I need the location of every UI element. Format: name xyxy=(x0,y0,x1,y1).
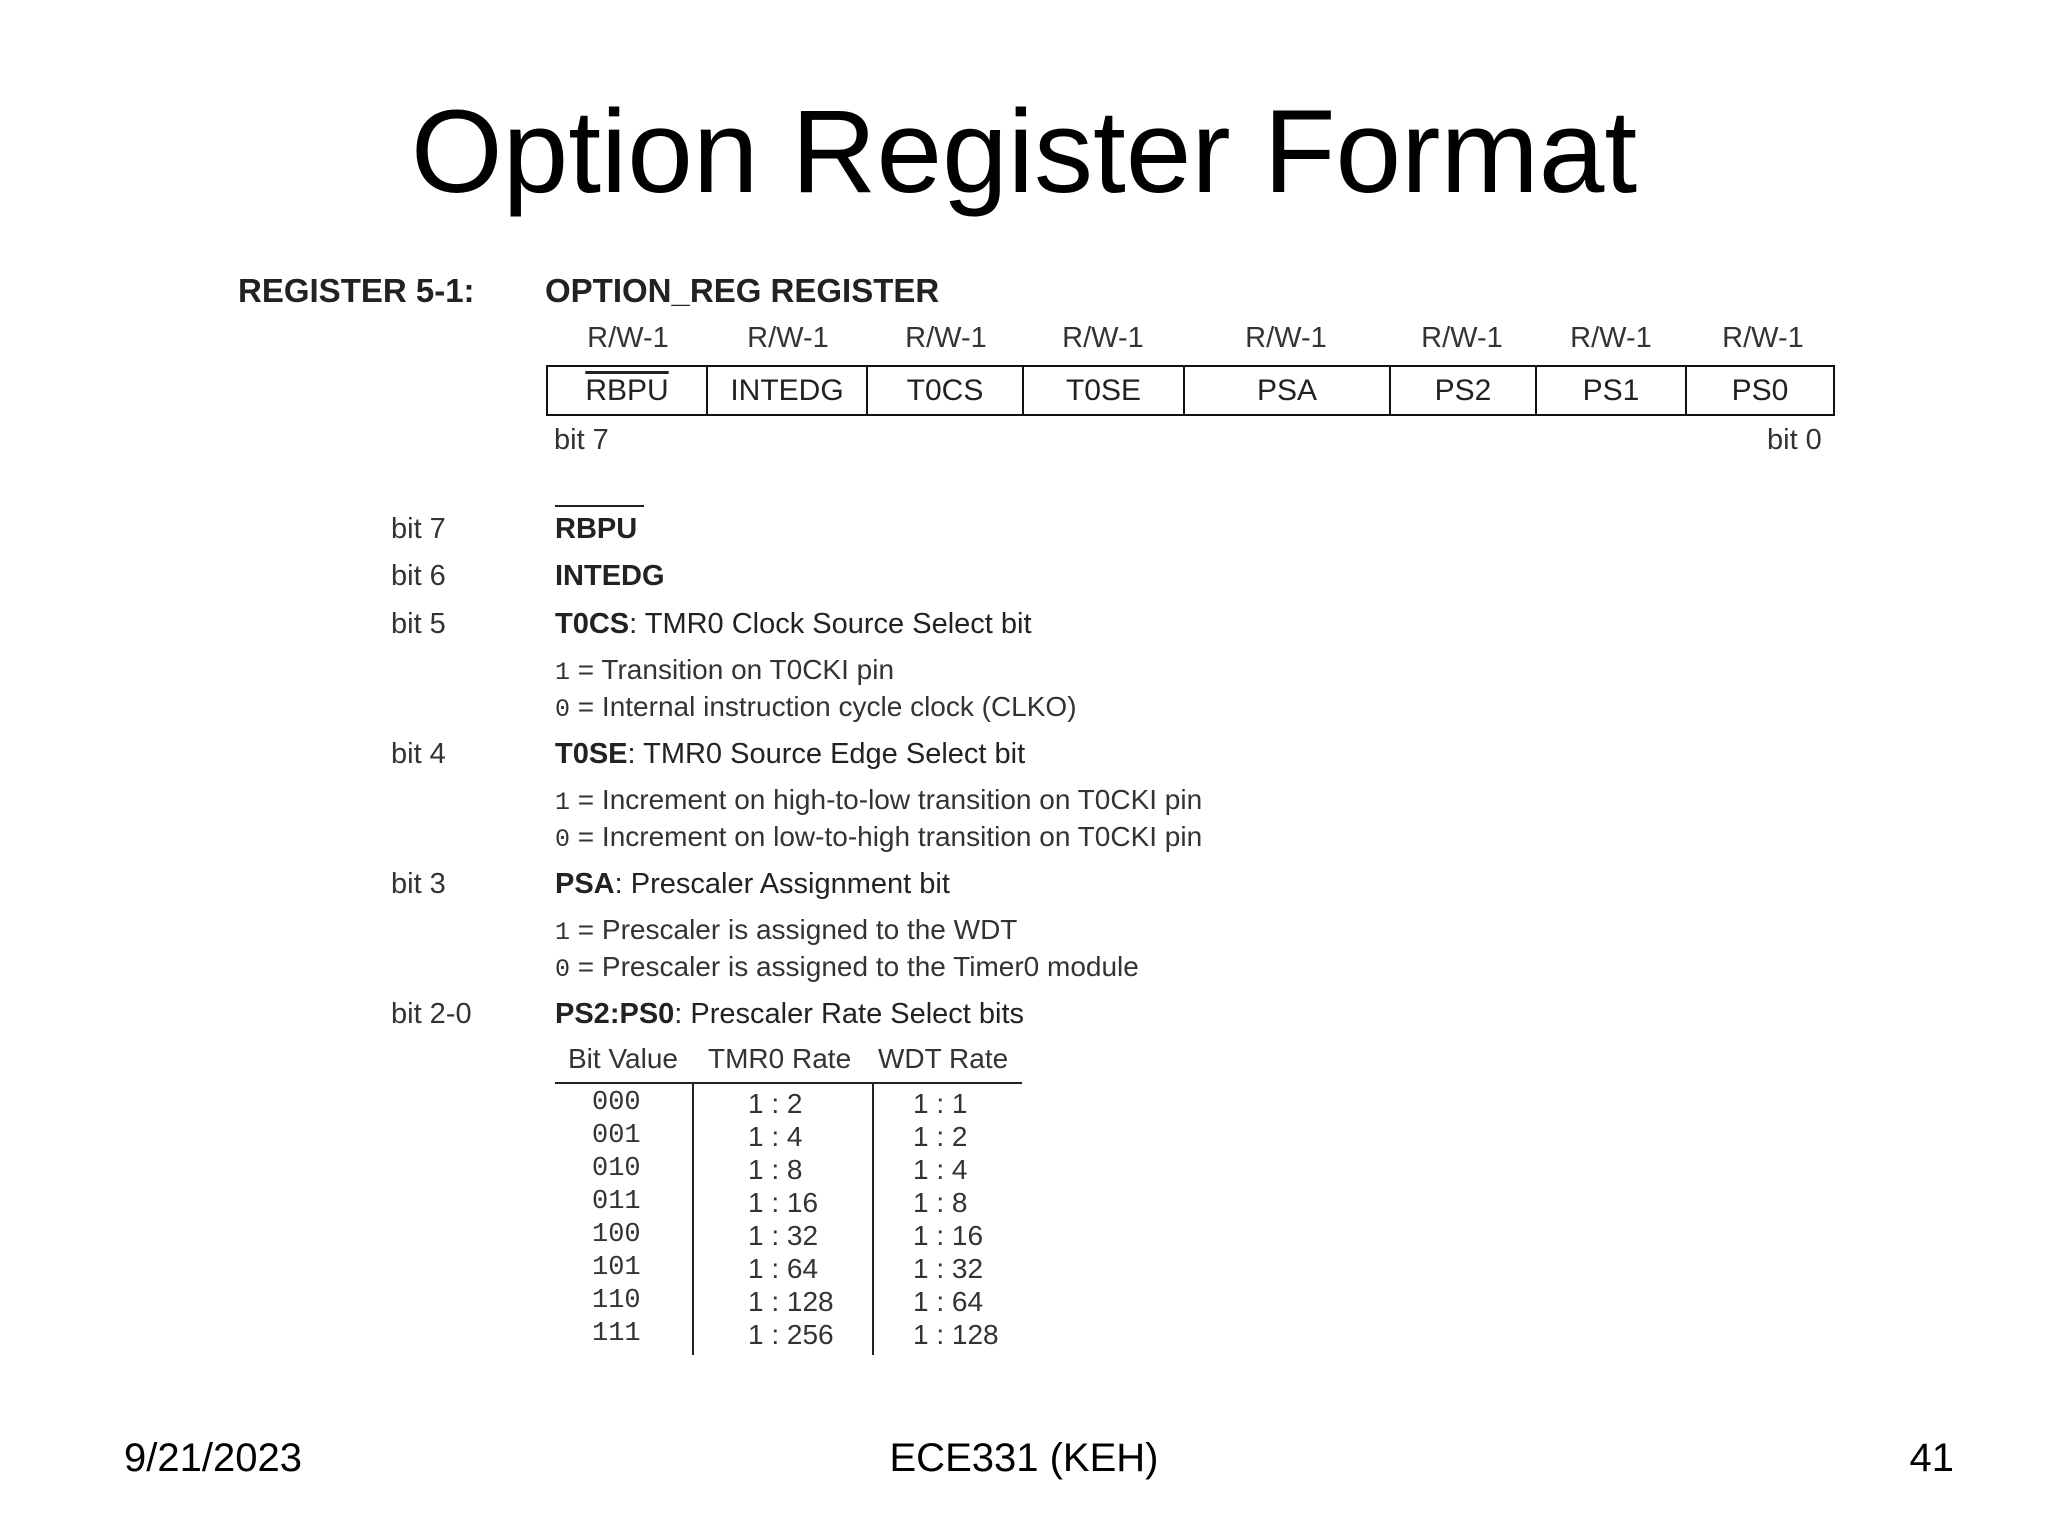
slide-title: Option Register Format xyxy=(410,86,1638,218)
reg-cell-bit7-label: RBPU xyxy=(585,373,669,407)
desc-name-7: RBPU xyxy=(555,513,638,545)
desc-title-3: : Prescaler Assignment bit xyxy=(614,868,950,900)
footer-page-number: 41 xyxy=(1909,1436,1954,1480)
desc-head-6 xyxy=(555,560,665,593)
access-bit4: R/W-1 xyxy=(1062,322,1144,354)
desc-3-line-1-text: = Prescaler is assigned to the WDT xyxy=(570,914,1018,945)
desc-bitlabel-6: bit 6 xyxy=(391,560,446,592)
bit-low-label: bit 0 xyxy=(1767,424,1822,456)
desc-name-2-0: PS2:PS0 xyxy=(555,998,675,1030)
footer-date: 9/21/2023 xyxy=(124,1436,302,1480)
register-label: REGISTER 5-1: xyxy=(238,272,475,309)
ps-bit-value: 010 xyxy=(592,1154,641,1184)
table-row xyxy=(0,1154,2048,1187)
reg-cell-bit1: PS1 xyxy=(1537,367,1687,414)
ps-wdt-rate: 1 : 4 xyxy=(913,1154,968,1185)
reg-cell-bit2: PS2 xyxy=(1391,367,1537,414)
desc-4-line-1-digit: 1 xyxy=(555,788,571,817)
desc-title-2-0: : Prescaler Rate Select bits xyxy=(674,998,1025,1030)
desc-name-3: PSA xyxy=(555,868,615,900)
table-row xyxy=(0,1220,2048,1253)
register-bit-box xyxy=(546,365,1835,416)
desc-bitlabel-7: bit 7 xyxy=(391,513,446,545)
access-bit5: R/W-1 xyxy=(905,322,987,354)
ps-tmr0-rate: 1 : 8 xyxy=(748,1154,803,1185)
reg-cell-bit3: PSA xyxy=(1185,367,1391,414)
ps-tmr0-rate: 1 : 16 xyxy=(748,1187,819,1218)
table-row xyxy=(0,1187,2048,1220)
ps-header-wdt-rate: WDT Rate xyxy=(878,1043,1009,1074)
desc-head-3 xyxy=(555,868,950,901)
table-row xyxy=(0,1319,2048,1352)
desc-4-line-0-text: = Increment on low-to-high transition on T0CKI pin xyxy=(570,821,1203,852)
ps-bit-value: 111 xyxy=(592,1319,641,1349)
table-row xyxy=(0,1088,2048,1121)
ps-tmr0-rate: 1 : 4 xyxy=(748,1121,803,1152)
desc-5-line-0-digit: 0 xyxy=(555,695,571,724)
access-row xyxy=(0,322,2048,362)
ps-tmr0-rate: 1 : 32 xyxy=(748,1220,819,1251)
ps-bit-value: 110 xyxy=(592,1286,641,1316)
desc-4-line-1 xyxy=(555,784,1202,817)
ps-bit-value: 000 xyxy=(592,1088,641,1118)
desc-5-line-0 xyxy=(555,691,1077,724)
desc-5-line-1 xyxy=(555,654,894,687)
desc-4-line-0 xyxy=(555,821,1202,854)
desc-head-2-0 xyxy=(555,998,1024,1031)
ps-tmr0-rate: 1 : 256 xyxy=(748,1319,834,1350)
desc-bitlabel-3: bit 3 xyxy=(391,868,446,900)
table-row xyxy=(0,1286,2048,1319)
access-bit2: R/W-1 xyxy=(1421,322,1503,354)
desc-5-line-1-digit: 1 xyxy=(555,658,571,687)
ps-wdt-rate: 1 : 16 xyxy=(913,1220,984,1251)
register-name: OPTION_REG REGISTER xyxy=(545,272,940,309)
ps-wdt-rate: 1 : 1 xyxy=(913,1088,968,1119)
bit-high-label: bit 7 xyxy=(554,424,609,456)
ps-tmr0-rate: 1 : 128 xyxy=(748,1286,834,1317)
desc-bitlabel-5: bit 5 xyxy=(391,608,446,640)
ps-bit-value: 100 xyxy=(592,1220,641,1250)
reg-cell-bit5: T0CS xyxy=(868,367,1024,414)
access-bit0: R/W-1 xyxy=(1722,322,1804,354)
reg-cell-bit7 xyxy=(548,367,708,414)
desc-5-line-0-text: = Internal instruction cycle clock (CLKO) xyxy=(570,691,1077,722)
reg-cell-bit0: PS0 xyxy=(1731,373,1789,407)
desc-4-line-0-digit: 0 xyxy=(555,825,571,854)
ps-bit-value: 011 xyxy=(592,1187,641,1217)
access-bit3: R/W-1 xyxy=(1245,322,1327,354)
desc-bitlabel-4: bit 4 xyxy=(391,738,446,770)
desc-head-4 xyxy=(555,738,1025,771)
ps-wdt-rate: 1 : 2 xyxy=(913,1121,968,1152)
access-bit6: R/W-1 xyxy=(747,322,829,354)
ps-wdt-rate: 1 : 8 xyxy=(913,1187,968,1218)
desc-title-5: : TMR0 Clock Source Select bit xyxy=(629,608,1032,640)
ps-wdt-rate: 1 : 32 xyxy=(913,1253,984,1284)
rbpu-overbar xyxy=(555,505,644,507)
desc-name-5: T0CS xyxy=(555,608,630,640)
desc-3-line-0-digit: 0 xyxy=(555,955,571,984)
ps-header-rule xyxy=(555,1082,1022,1084)
desc-3-line-1 xyxy=(555,914,1017,947)
desc-head-5 xyxy=(555,608,1032,641)
desc-head-7 xyxy=(555,513,637,546)
ps-bit-value: 101 xyxy=(592,1253,641,1283)
table-row xyxy=(0,1121,2048,1154)
ps-wdt-rate: 1 : 64 xyxy=(913,1286,984,1317)
ps-tmr0-rate: 1 : 2 xyxy=(748,1088,803,1119)
table-row xyxy=(0,1253,2048,1286)
reg-cell-bit6: INTEDG xyxy=(708,367,868,414)
ps-tmr0-rate: 1 : 64 xyxy=(748,1253,819,1284)
desc-bitlabel-2-0: bit 2-0 xyxy=(391,998,472,1030)
desc-3-line-0 xyxy=(555,951,1139,984)
desc-3-line-1-digit: 1 xyxy=(555,918,571,947)
footer-course: ECE331 (KEH) xyxy=(889,1436,1159,1480)
reg-cell-bit4: T0SE xyxy=(1024,367,1185,414)
ps-header-bit-value: Bit Value xyxy=(568,1043,678,1074)
ps-wdt-rate: 1 : 128 xyxy=(913,1319,999,1350)
access-bit1: R/W-1 xyxy=(1570,322,1652,354)
desc-5-line-1-text: = Transition on T0CKI pin xyxy=(570,654,895,685)
desc-3-line-0-text: = Prescaler is assigned to the Timer0 module xyxy=(570,951,1139,982)
ps-bit-value: 001 xyxy=(592,1121,641,1151)
desc-title-4: : TMR0 Source Edge Select bit xyxy=(627,738,1026,770)
desc-4-line-1-text: = Increment on high-to-low transition on T0CKI pin xyxy=(570,784,1203,815)
desc-name-6: INTEDG xyxy=(555,560,665,592)
ps-header-tmr0-rate: TMR0 Rate xyxy=(708,1043,852,1074)
access-bit7: R/W-1 xyxy=(587,322,669,354)
desc-name-4: T0SE xyxy=(555,738,628,770)
